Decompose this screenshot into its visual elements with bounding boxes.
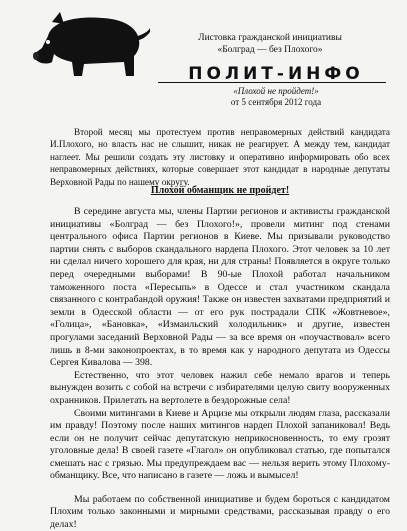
article-paragraph-1: В середине августа мы, члены Партии регионов и активисты гражданской инициативы «Болград — без Плохого!», провели митинг под стенами центрального офиса Партии регионов в Киеве. Мы призывали руководство партии снять с выборов скандального нардепа Плохого. Этот человек за 10 лет ни сделал ничего хорошего для края, ни для страны! Появляется в округе только перед очередными выборами! В 90-ые Плохой работал начальником таможенного поста «Пересыпь» в Одессе и стал участником скандала связанного с контрабандой оружия! Также он известен захватами предприятий и земли в Одесской области — от его рук пострадали СПК «Жовтневое», «Голица», «Бановка», «Измаильский холодильник» и другие, известен прогулами заседаний Верховной Рады — за все время он «поучаствовал» всего лишь в 8-ми законопроектах, в то время как у народного депутата из Одессы Сергея Кивалова — 398. [50,206,390,369]
pig-silhouette-icon [22,6,152,84]
article-body [50,206,390,483]
article-headline: Плохой обманщик не пройдет! [150,185,290,196]
organization-line-2: «Болград — без Плохого» [217,45,323,55]
intro-paragraph: Второй месяц мы протестуем против неправомерных действий кандидата И.Плохого, но власть нас не слышит, никак не реагирует. А между тем, кандидат наглеет. Мы решили создать эту листовку и оперативно информировать обо всех неправомерных действиях, которые совершает этот кандидат в народные депутаты Верховной Рады по нашему округу. [50,127,390,187]
closing-paragraph: Мы работаем по собственной инициативе и будем бороться с кандидатом Плохим только законными и мирными средствами, рассказывая правду о его делах! [50,494,390,530]
title-divider [158,82,386,83]
leaflet-date: от 5 сентября 2012 года [230,97,322,107]
organization-block [170,32,370,56]
organization-line-1: Листовка гражданской инициативы [198,33,342,43]
article-paragraph-2: Естественно, что этот человек нажил себе немало врагов и теперь вынужден возить с собой на встречи с избирателями целую свиту вооруженных охранников. Прилетать на вертолете в бездорожные села! [50,369,390,406]
leaflet-subtitle: «Плохой не пройдет!» [233,86,319,96]
leaflet-title: ПОЛИТ-ИНФО [188,64,364,84]
article-paragraph-3: Своими митингами в Киеве и Арцизе мы открыли людям глаза, рассказали им правду! Поэтому после наших митингов нардеп Плохой запаниковал! Ведь если он не получит сейчас депутатскую неприкосновенность, то ему грозят уголовные дела! В своей газете «Глагол» он опубликовал статью, где попытался смешать нас с грязью. Мы предупреждаем вас — нельзя верить этому Плохому-обманщику. Все, что написано в газете — ложь и вымысел! [50,407,390,482]
